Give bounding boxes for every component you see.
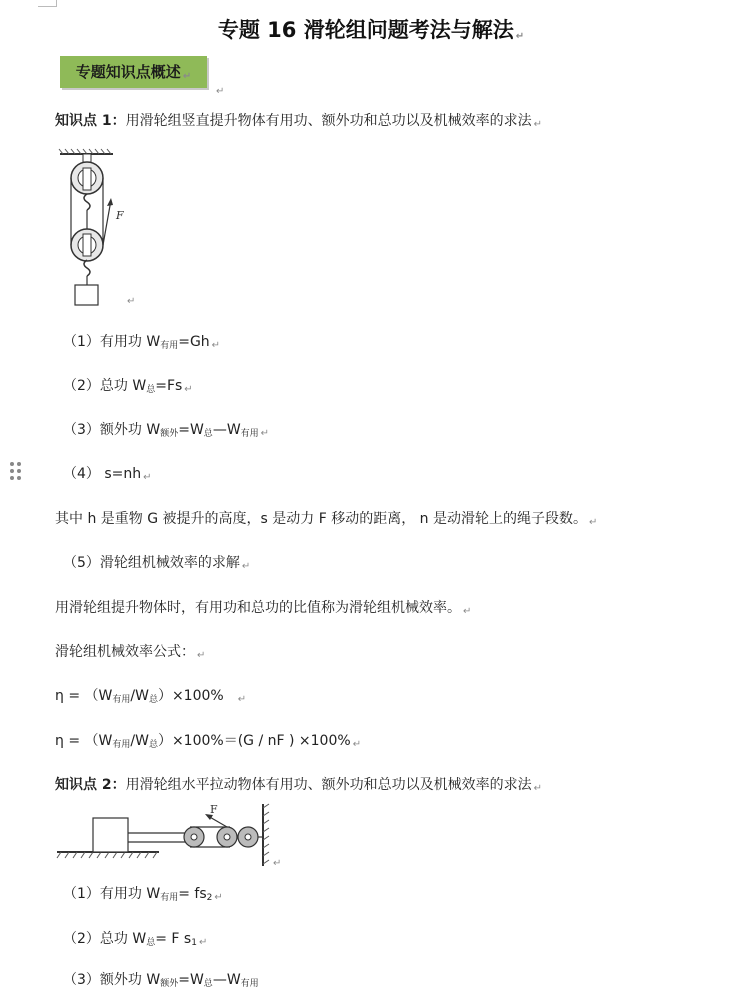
efficiency-formula-label: 滑轮组机械效率公式： ↵: [55, 644, 206, 661]
force-label-f1: F: [116, 209, 124, 222]
kp2-item-1: （1）有用功 $W_{有用}= fs_2$ ↵: [63, 886, 223, 903]
paragraph-mark: ↵: [216, 86, 225, 97]
efficiency-definition: 用滑轮组提升物体时，有用功和总功的比值称为滑轮组机械效率。 ↵: [55, 600, 472, 617]
kp1-item-1: （1）有用功 $W_{有用}=Gh$ ↵: [63, 334, 221, 351]
kp2-heading: 知识点 2：用滑轮组水平拉动物体有用功、额外功和总功以及机械效率的求法 ↵: [55, 777, 543, 794]
page-corner-marker: [38, 0, 57, 7]
kp1-heading: 知识点 1：用滑轮组竖直提升物体有用功、额外功和总功以及机械效率的求法 ↵: [55, 113, 543, 130]
horizontal-pulley-diagram: [55, 802, 275, 868]
paragraph-mark: ↵: [127, 296, 136, 307]
drag-handle[interactable]: [10, 462, 24, 482]
kp1-item-3: （3）额外功 $W_{额外}=W_总—W_{有用}$ ↵: [63, 422, 270, 439]
kp1-explanation: 其中 h 是重物 G 被提升的高度，s 是动力 F 移动的距离， n 是动滑轮上的绳子段数。 ↵: [55, 511, 598, 528]
kp2-item-3: （3）额外功 $W_{额外}=W_总—W_{有用}$: [63, 972, 259, 989]
kp1-item-5: （5）滑轮组机械效率的求解 ↵: [63, 555, 251, 572]
vertical-pulley-diagram: [55, 148, 145, 310]
section-heading-badge: 专题知识点概述 ↵: [60, 56, 207, 88]
efficiency-formula-2: $\eta = (W_{有用}/W_总)\times 100\%=(G$ / nF ) ×100% ↵: [55, 733, 362, 750]
efficiency-formula-1: $\eta = (W_{有用}/W_总)\times 100\%$ ↵: [55, 688, 247, 705]
kp1-item-2: （2）总功 $W_总=Fs$ ↵: [63, 378, 193, 395]
force-label-f2: F: [210, 803, 218, 816]
paragraph-mark: ↵: [273, 858, 282, 869]
kp2-item-2: （2）总功 $W_总= F$ $s_1$ ↵: [63, 931, 208, 948]
kp1-item-4: （4） s=nh ↵: [63, 466, 152, 483]
page-title: 专题 16 滑轮组问题考法与解法 ↵: [217, 18, 525, 42]
